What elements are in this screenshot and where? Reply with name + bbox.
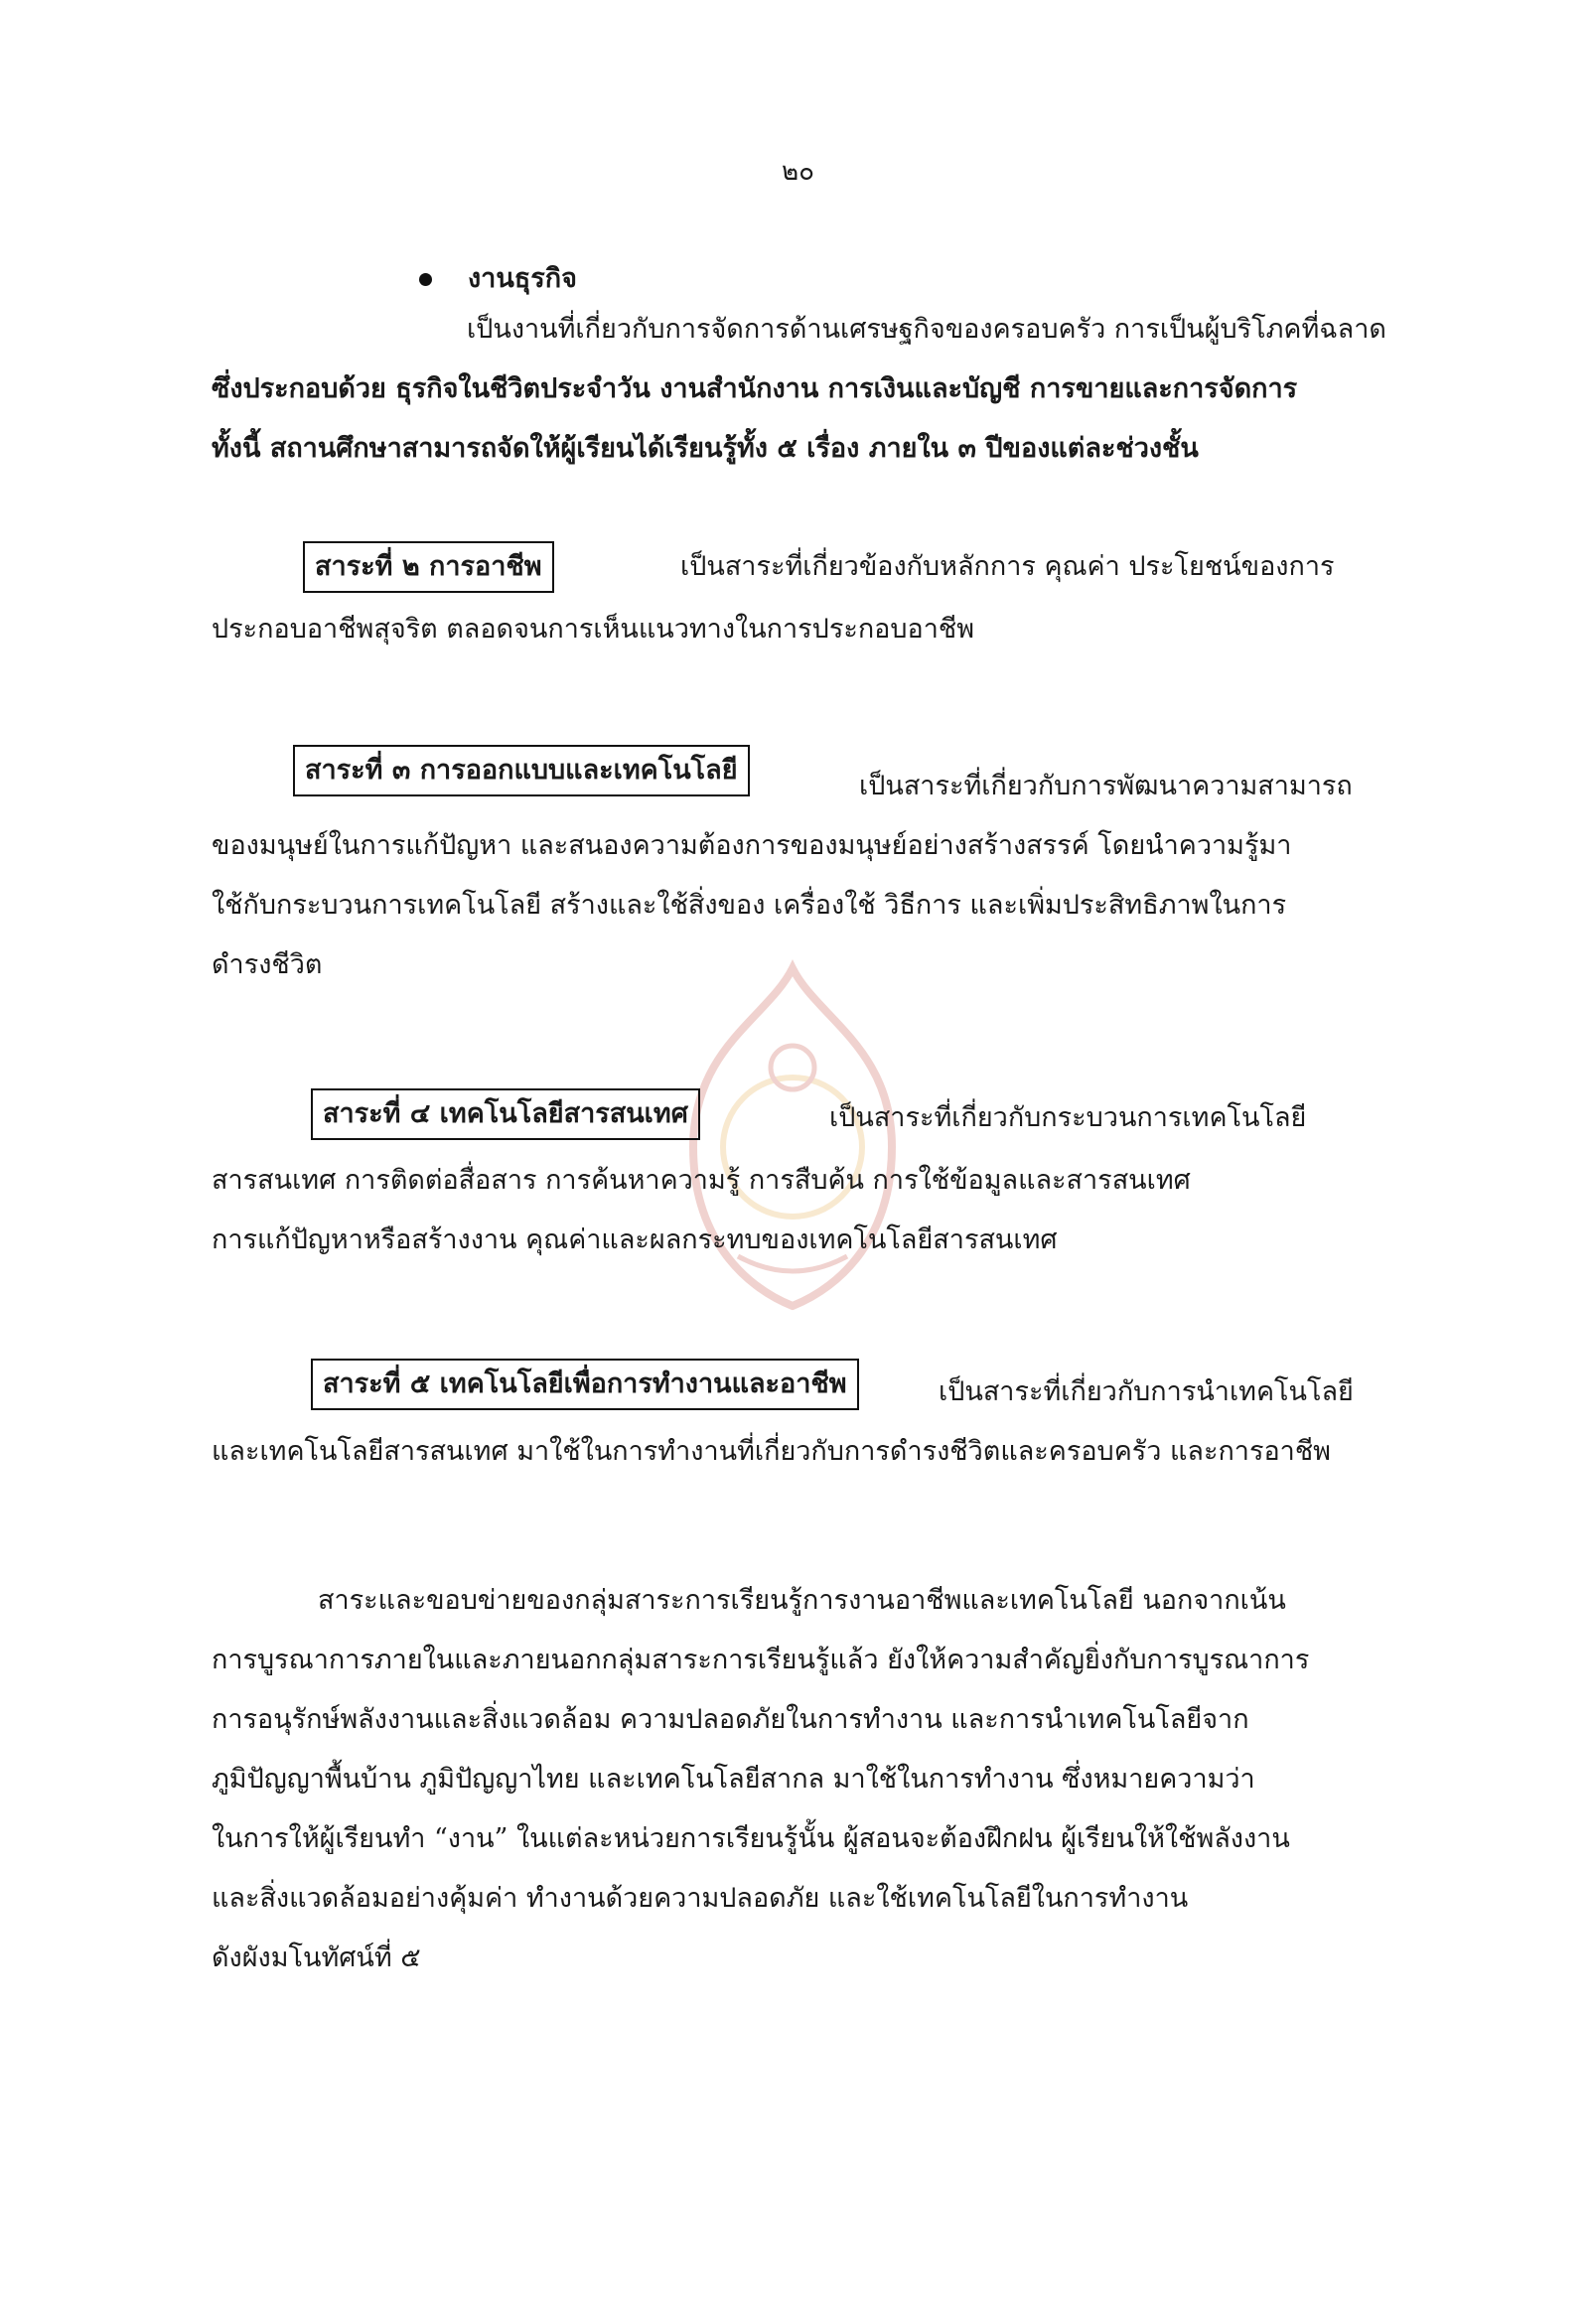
section-line: เป็นงานที่เกี่ยวกับการจัดการด้านเศรษฐกิจของครอบครัว การเป็นผู้บริโภคที่ฉลาด: [467, 314, 1386, 345]
strand-2-line: ประกอบอาชีพสุจริต ตลอดจนการเห็นแนวทางในการประกอบอาชีพ: [212, 614, 975, 645]
strand-3-line: ของมนุษย์ในการแก้ปัญหา และสนองความต้องการของมนุษย์อย่างสร้างสรรค์ โดยนำความรู้มา: [212, 830, 1292, 861]
page-number: ๒๐: [781, 157, 814, 187]
closing-line: ดังผังมโนทัศน์ที่ ๕: [212, 1943, 421, 1973]
closing-line: การอนุรักษ์พลังงานและสิ่งแวดล้อม ความปลอดภัยในการทำงาน และการนำเทคโนโลยีจาก: [212, 1704, 1249, 1735]
closing-line: ในการให้ผู้เรียนทำ “งาน” ในแต่ละหน่วยการเรียนรู้นั้น ผู้สอนจะต้องฝึกฝน ผู้เรียนให้ใช้พลังงาน: [212, 1823, 1290, 1854]
closing-line: สาระและขอบข่ายของกลุ่มสาระการเรียนรู้การงานอาชีพและเทคโนโลยี นอกจากเน้น: [318, 1585, 1286, 1616]
strand-4-line: สารสนเทศ การติดต่อสื่อสาร การค้นหาความรู้ การสืบค้น การใช้ข้อมูลและสารสนเทศ: [212, 1165, 1191, 1196]
closing-line: และสิ่งแวดล้อมอย่างคุ้มค่า ทำงานด้วยความปลอดภัย และใช้เทคโนโลยีในการทำงาน: [212, 1883, 1189, 1914]
section-title: งานธุรกิจ: [468, 263, 577, 294]
strand-3-box: สาระที่ ๓ การออกแบบและเทคโนโลยี: [293, 745, 750, 796]
strand-4-line: การแก้ปัญหาหรือสร้างงาน คุณค่าและผลกระทบของเทคโนโลยีสารสนเทศ: [212, 1224, 1058, 1255]
strand-3-line: ใช้กับกระบวนการเทคโนโลยี สร้างและใช้สิ่งของ เครื่องใช้ วิธีการ และเพิ่มประสิทธิภาพในการ: [212, 890, 1287, 921]
section-line: ซึ่งประกอบด้วย ธุรกิจในชีวิตประจำวัน งานสำนักงาน การเงินและบัญชี การขายและการจัดการ: [212, 373, 1298, 404]
strand-4-lead: เป็นสาระที่เกี่ยวกับกระบวนการเทคโนโลยี: [829, 1102, 1307, 1133]
strand-3-lead: เป็นสาระที่เกี่ยวกับการพัฒนาความสามารถ: [859, 771, 1353, 801]
strand-2-lead: เป็นสาระที่เกี่ยวข้องกับหลักการ คุณค่า ประโยชน์ของการ: [680, 551, 1335, 582]
strand-5-line: และเทคโนโลยีสารสนเทศ มาใช้ในการทำงานที่เกี่ยวกับการดำรงชีวิตและครอบครัว และการอาชีพ: [212, 1436, 1331, 1467]
closing-line: การบูรณาการภายในและภายนอกกลุ่มสาระการเรียนรู้แล้ว ยังให้ความสำคัญยิ่งกับการบูรณาการ: [212, 1645, 1310, 1675]
strand-5-box: สาระที่ ๕ เทคโนโลยีเพื่อการทำงานและอาชีพ: [311, 1359, 859, 1410]
section-line: ทั้งนี้ สถานศึกษาสามารถจัดให้ผู้เรียนได้เรียนรู้ทั้ง ๕ เรื่อง ภายใน ๓ ปีของแต่ละช่วงชั้น: [212, 433, 1199, 464]
bullet-icon: [419, 273, 432, 286]
strand-4-box: สาระที่ ๔ เทคโนโลยีสารสนเทศ: [311, 1088, 700, 1140]
closing-line: ภูมิปัญญาพื้นบ้าน ภูมิปัญญาไทย และเทคโนโลยีสากล มาใช้ในการทำงาน ซึ่งหมายความว่า: [212, 1764, 1255, 1795]
strand-2-box: สาระที่ ๒ การอาชีพ: [303, 541, 554, 593]
strand-3-line: ดำรงชีวิต: [212, 949, 323, 980]
strand-5-lead: เป็นสาระที่เกี่ยวกับการนำเทคโนโลยี: [939, 1376, 1354, 1407]
section-heading: [419, 256, 577, 299]
